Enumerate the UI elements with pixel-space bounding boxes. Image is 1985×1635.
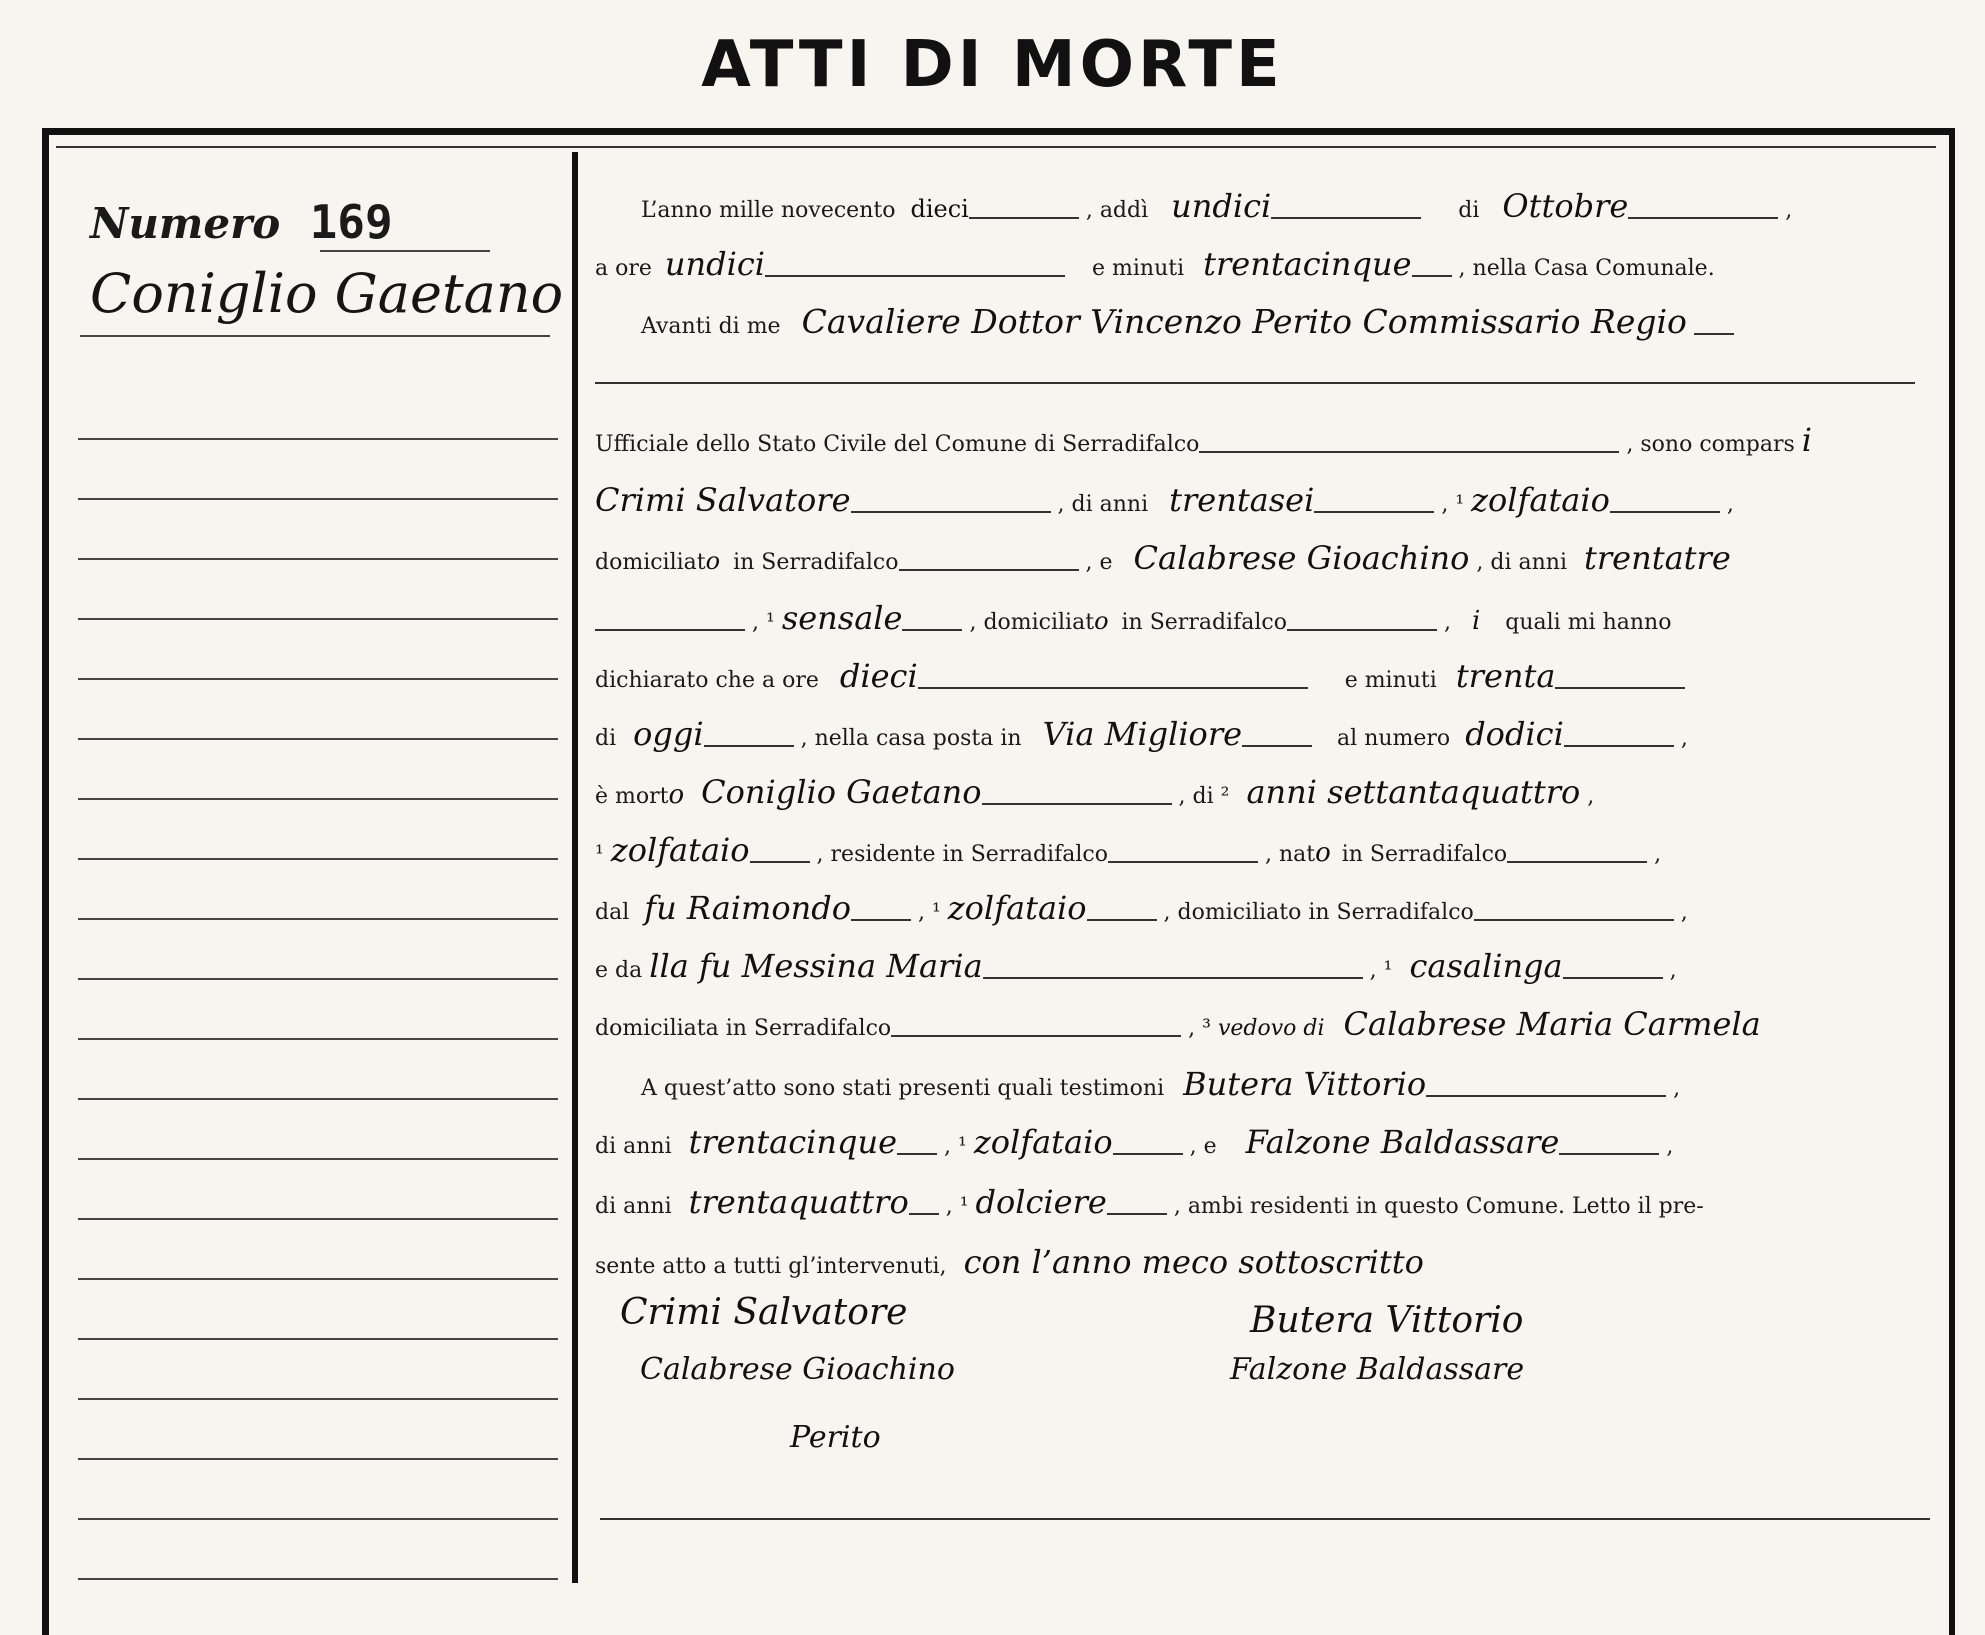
- signature-falzone: Falzone Baldassare: [1230, 1352, 1525, 1387]
- text: dichiarato che a ore: [595, 668, 819, 693]
- column-divider: [572, 152, 578, 1583]
- declarant2-job: sensale: [781, 599, 903, 637]
- row-declarant1: [595, 478, 1925, 522]
- numero-value: 169: [309, 195, 393, 249]
- day-word: oggi: [633, 715, 704, 753]
- spouse-name: Calabrese Maria Carmela: [1343, 1005, 1761, 1043]
- witness2-job: dolciere: [975, 1183, 1107, 1221]
- text: e minuti: [1344, 668, 1437, 693]
- row-witness-details: [595, 1120, 1925, 1164]
- text: quali mi hanno: [1505, 610, 1672, 635]
- row-separator: [595, 356, 1925, 400]
- month-value: Ottobre: [1502, 187, 1629, 225]
- name-underline: [80, 335, 550, 337]
- text: , domiciliat: [969, 610, 1095, 635]
- row-time-of-death: [595, 654, 1925, 698]
- row-witness2-details: [595, 1180, 1925, 1224]
- text: ,: [1680, 900, 1688, 925]
- text: L’anno mille novecento: [641, 198, 896, 223]
- father-job: zolfataio: [947, 889, 1087, 927]
- mother-job: casalinga: [1409, 947, 1563, 985]
- text: , di ²: [1178, 784, 1230, 809]
- officer-name: Cavaliere Dottor Vincenzo Perito Commissario Regio: [801, 302, 1687, 341]
- frame-inner-line: [56, 146, 1936, 148]
- deceased-age: anni settantaquattro: [1246, 773, 1581, 811]
- text: in Serradifalco: [733, 550, 899, 575]
- death-hour: dieci: [839, 657, 918, 695]
- row-hour: [595, 242, 1925, 286]
- text: di: [1458, 198, 1480, 223]
- text: , ¹: [917, 900, 941, 925]
- bottom-rule: [600, 1518, 1930, 1520]
- numero-label: Numero: [90, 199, 281, 248]
- text: ,: [1680, 726, 1688, 751]
- text: , nella casa posta in: [800, 726, 1022, 751]
- text: al numero: [1337, 726, 1451, 751]
- text: domiciliat: [595, 550, 706, 575]
- closing-handwritten: con l’anno meco sottoscritto: [963, 1243, 1424, 1281]
- text: è mort: [595, 784, 669, 809]
- text: ,: [1666, 1134, 1674, 1159]
- text: in Serradifalco: [1341, 842, 1508, 867]
- plural-suffix: i: [1801, 421, 1812, 459]
- text: in Serradifalco: [1121, 610, 1287, 635]
- text: di anni: [595, 1194, 672, 1219]
- text: ,: [1785, 198, 1793, 223]
- row-office: [595, 418, 1925, 462]
- row-year: [595, 184, 1925, 228]
- row-officer: [595, 300, 1925, 344]
- text: , ¹: [1441, 492, 1465, 517]
- text: ,: [1669, 958, 1677, 983]
- row-closing: [595, 1240, 1925, 1284]
- row-domicile1: [595, 536, 1925, 580]
- signature-officer: Perito: [790, 1420, 881, 1455]
- gender-suffix: o: [1094, 607, 1109, 635]
- declarant1-job: zolfataio: [1471, 481, 1610, 519]
- text: a ore: [595, 256, 652, 281]
- row-widower: [595, 1002, 1925, 1046]
- witness1-age: trentacinque: [688, 1123, 898, 1161]
- numero-underline: [320, 250, 490, 252]
- deceased-name: Coniglio Gaetano: [701, 773, 982, 811]
- street: Via Migliore: [1042, 715, 1243, 753]
- father-name: fu Raimondo: [644, 889, 851, 927]
- witness2-age: trentaquattro: [688, 1183, 909, 1221]
- signature-crimi: Crimi Salvatore: [620, 1292, 908, 1333]
- mother-name: lla fu Messina Maria: [649, 947, 983, 985]
- text: , addì: [1085, 198, 1149, 223]
- text: , ¹: [945, 1194, 969, 1219]
- text: di: [595, 726, 617, 751]
- declarant1-name: Crimi Salvatore: [595, 481, 851, 519]
- text: , di anni: [1476, 550, 1568, 575]
- signature-butera: Butera Vittorio: [1250, 1300, 1524, 1341]
- text: ¹: [595, 842, 604, 867]
- plural-article: i: [1471, 606, 1481, 636]
- declarant2-age: trentatre: [1584, 539, 1731, 577]
- text: e da: [595, 958, 643, 983]
- deceased-name-margin: Coniglio Gaetano: [90, 262, 564, 325]
- witness2-name: Falzone Baldassare: [1245, 1123, 1560, 1161]
- text: , di anni: [1057, 492, 1149, 517]
- text: , nella Casa Comunale.: [1458, 256, 1715, 281]
- declarant1-age: trentasei: [1169, 481, 1315, 519]
- text: domiciliata in Serradifalco: [595, 1016, 892, 1041]
- text: ,: [1443, 610, 1451, 635]
- row-father: [595, 886, 1925, 930]
- gender-suffix: o: [705, 547, 721, 575]
- deceased-job: zolfataio: [610, 831, 750, 869]
- text: Ufficiale dello Stato Civile del Comune di Serradifalco: [595, 432, 1200, 457]
- gender-suffix: o: [1315, 838, 1331, 868]
- text: , e: [1085, 550, 1113, 575]
- signature-calabrese: Calabrese Gioachino: [640, 1352, 955, 1387]
- row-declarant2-job: [595, 596, 1925, 640]
- gender-suffix: o: [668, 780, 685, 810]
- text: , residente in Serradifalco: [816, 842, 1108, 867]
- record-number: [90, 195, 393, 249]
- text: , ¹: [752, 610, 775, 635]
- text: , ¹: [1369, 958, 1393, 983]
- left-ruled-lines: [78, 380, 558, 1580]
- row-place: [595, 712, 1925, 756]
- text: A quest’atto sono stati presenti quali testimoni: [641, 1076, 1165, 1101]
- text: , ambi residenti in questo Comune. Letto il pre-: [1173, 1194, 1704, 1219]
- row-mother: [595, 944, 1925, 988]
- row-witnesses: [595, 1062, 1925, 1106]
- text: , ³: [1188, 1016, 1211, 1041]
- text: , nat: [1264, 842, 1316, 867]
- declarant2-name: Calabrese Gioachino: [1133, 539, 1470, 577]
- text: ,: [1726, 492, 1734, 517]
- text: Avanti di me: [641, 314, 781, 339]
- text: ,: [1587, 784, 1595, 809]
- minutes-value: trentacinque: [1203, 245, 1412, 283]
- day-value: undici: [1171, 187, 1272, 225]
- marital-status: vedovo di: [1217, 1016, 1325, 1041]
- house-number: dodici: [1465, 715, 1564, 753]
- text: sente atto a tutti gl’intervenuti,: [595, 1254, 947, 1279]
- hour-value: undici: [664, 245, 765, 283]
- witness1-name: Butera Vittorio: [1183, 1065, 1427, 1103]
- text: ,: [1673, 1076, 1681, 1101]
- page-title: ATTI DI MORTE: [701, 28, 1284, 102]
- text: , ¹: [944, 1134, 967, 1159]
- text: ,: [1654, 842, 1662, 867]
- text: , domiciliato in Serradifalco: [1163, 900, 1474, 925]
- text: di anni: [595, 1134, 672, 1159]
- death-minutes: trenta: [1455, 657, 1556, 695]
- row-residence: [595, 828, 1925, 872]
- witness1-job: zolfataio: [973, 1123, 1113, 1161]
- row-deceased: [595, 770, 1925, 814]
- text: , e: [1189, 1134, 1217, 1159]
- text: , sono compars: [1626, 432, 1795, 457]
- year-value: dieci: [910, 195, 969, 223]
- text: e minuti: [1091, 256, 1185, 281]
- text: dal: [595, 900, 630, 925]
